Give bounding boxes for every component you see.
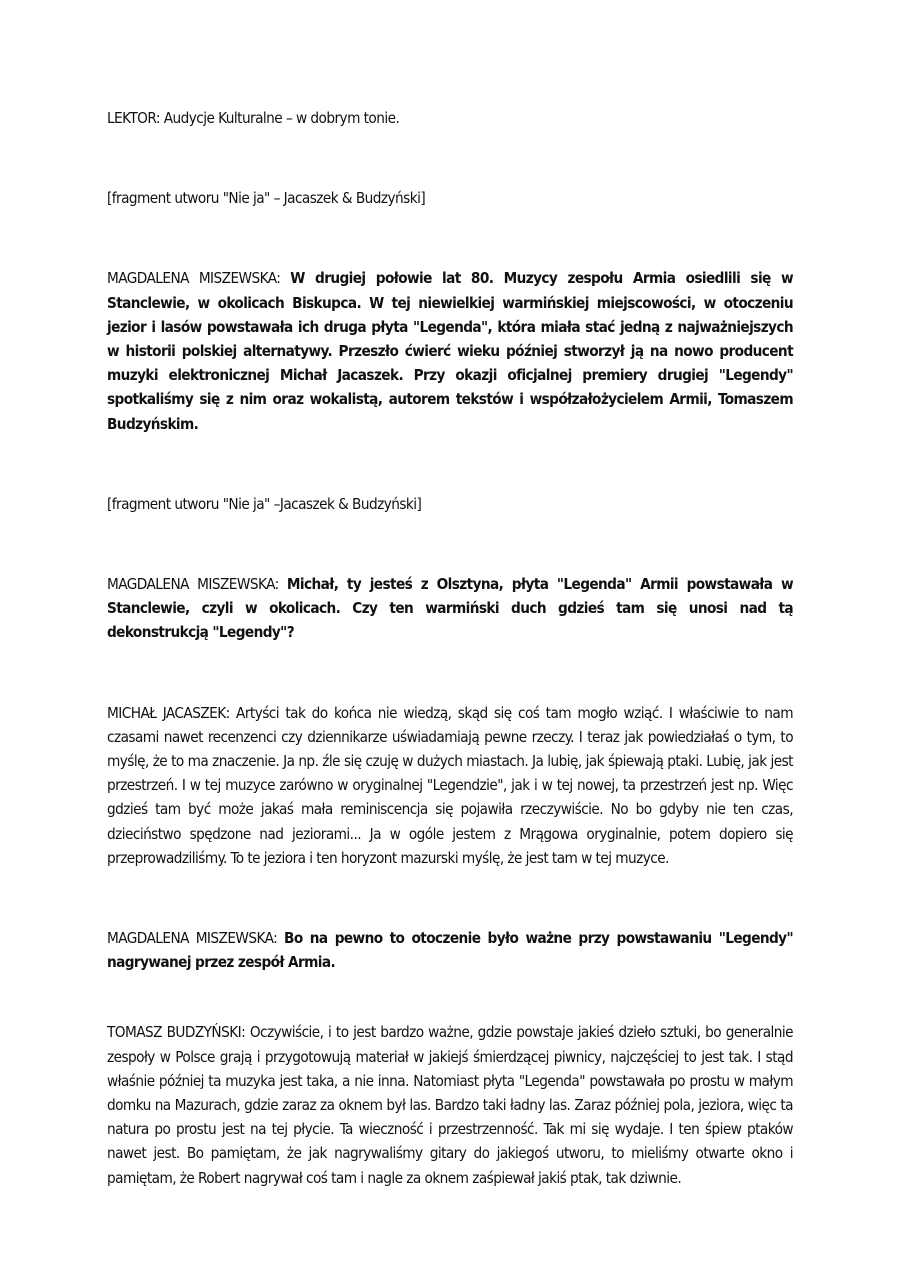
spacer (107, 130, 793, 186)
speaker-label: MAGDALENA MISZEWSKA: (107, 575, 279, 594)
spacer (107, 436, 793, 492)
document-page (107, 106, 793, 1190)
paragraph-fragment-note (107, 492, 793, 516)
paragraph-text: Michał, ty jesteś z Olsztyna, płyta "Legenda" Armii powstawała w Stanclewie, czyli w okolicach. Czy ten warmiński duch gdzieś tam się unosi nad tą dekonstrukcją "Legendy"? (107, 575, 794, 642)
paragraph-text: [fragment utworu "Nie ja" – Jacaszek & Budzyński] (107, 189, 426, 208)
spacer (107, 516, 793, 572)
speaker-label: TOMASZ BUDZYŃSKI: (107, 1023, 246, 1042)
paragraph-miszewska-intro (107, 266, 793, 435)
paragraph-text: Bo na pewno to otoczenie było ważne przy powstawaniu "Legendy" nagrywanej przez zespół Armia. (107, 929, 793, 972)
paragraph-miszewska-remark (107, 926, 793, 974)
speaker-label: LEKTOR: (107, 109, 160, 127)
paragraph-budzynski-answer (107, 1020, 793, 1189)
spacer (107, 974, 793, 1020)
paragraph-text: W drugiej połowie lat 80. Muzycy zespołu Armia osiedlili się w Stanclewie, w okolicach Biskupca. W tej niewielkiej warmińskiej miejscowości, w otoczeniu jezior i lasów powstawała ich druga płyta "Legenda", która miała stać jedną z najważniejszych w historii polskiej alternatywy. Przeszło ćwierć wieku później stworzył ją na nowo producent muzyki elektronicznej Michał Jacaszek. Przy okazji oficjalnej premiery drugiej "Legendy" spotkaliśmy się z nim oraz wokalistą, autorem tekstów i współzałożycielem Armii, Tomaszem Budzyńskim. (107, 269, 793, 433)
paragraph-miszewska-question (107, 572, 793, 645)
paragraph-lektor (107, 106, 793, 130)
paragraph-text: [fragment utworu "Nie ja" –Jacaszek & Budzyński] (107, 494, 422, 513)
paragraph-text: Artyści tak do końca nie wiedzą, skąd się coś tam mogło wziąć. I właściwie to nam czasami nawet recenzenci czy dziennikarze uświadamiają pewne rzeczy. I teraz jak powiedziałaś o tym, to myślę, że to ma znaczenie. Ja np. źle się czuję w dużych miastach. Ja lubię, jak śpiewają ptaki. Lubię, jak jest przestrzeń. I w tej muzyce zarówno w oryginalnej "Legendzie", jak i w tej nowej, ta przestrzeń jest np. Więc gdzieś tam być może jakaś mała reminiscencja się pojawiła rzeczywiście. No bo gdyby nie ten czas, dzieciństwo spędzone nad jeziorami... Ja w ogóle jestem z Mrągowa oryginalnie, potem dopiero się przeprowadziliśmy. To te jeziora i ten horyzont mazurski myślę, że jest tam w tej muzyce. (107, 703, 793, 867)
paragraph-jacaszek-answer (107, 701, 793, 870)
speaker-label: MICHAŁ JACASZEK: (107, 703, 230, 722)
speaker-label: MAGDALENA MISZEWSKA: (107, 929, 278, 948)
paragraph-text: Audycje Kulturalne – w dobrym tonie. (163, 109, 400, 127)
paragraph-fragment-note (107, 186, 793, 210)
spacer (107, 645, 793, 701)
paragraph-text: Oczywiście, i to jest bardzo ważne, gdzie powstaje jakieś dzieło sztuki, bo generalnie zespoły w Polsce grają i przygotowują materiał w jakiejś śmierdzącej piwnicy, najczęściej to jest tak. I stąd właśnie później ta muzyka jest taka, a nie inna. Natomiast płyta "Legenda" powstawała po prostu w małym domku na Mazurach, gdzie zaraz za oknem był las. Bardzo taki ładny las. Zaraz później pola, jeziora, więc ta natura po prostu jest na tej płycie. Ta wieczność i przestrzenność. Tak mi się wydaje. I ten śpiew ptaków nawet jest. Bo pamiętam, że jak nagrywaliśmy gitary do jakiegoś utworu, to mieliśmy otwarte okno i pamiętam, że Robert nagrywał coś tam i nagle za oknem zaśpiewał jakiś ptak, tak dziwnie. (107, 1023, 794, 1187)
spacer (107, 210, 793, 266)
speaker-label: MAGDALENA MISZEWSKA: (107, 269, 281, 288)
spacer (107, 870, 793, 926)
